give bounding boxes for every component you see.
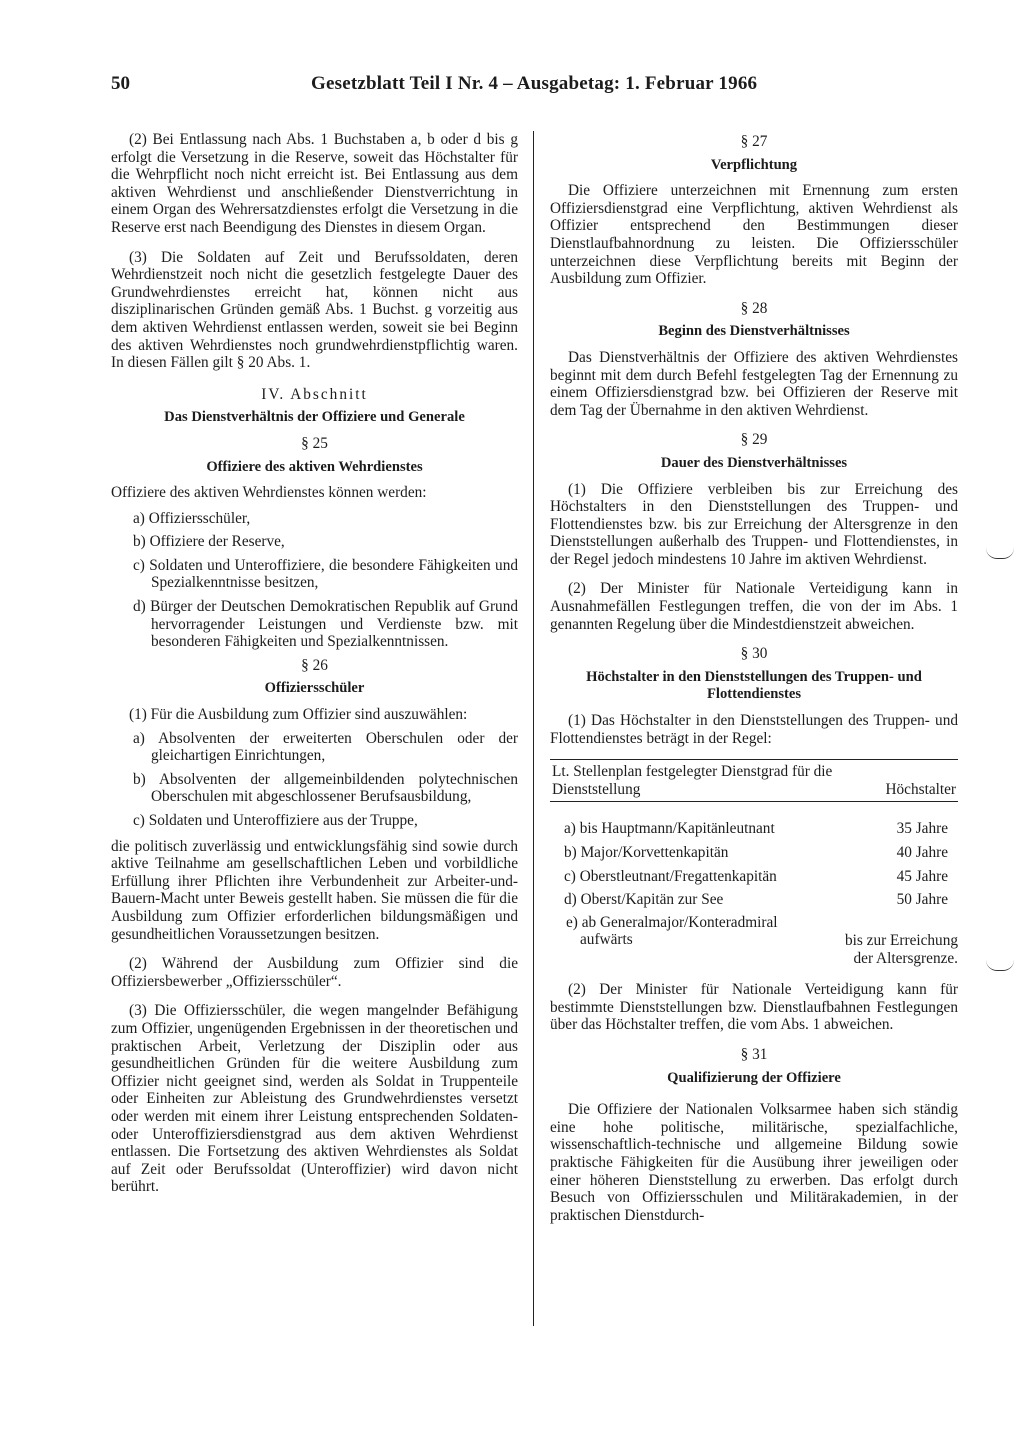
section-heading-abschnitt: IV. Abschnitt [261, 385, 368, 403]
section-31-text: Die Offiziere der Nationalen Volksarmee haben sich ständig eine hohe politische, militärische, spezialfachliche, wissenschaftlich-technische und allgemeine Bildung sowie praktische Fähigkeiten für die Ausübung ihrer jeweiligen oder einer höheren Dienststellung zu erwerben. Das erfolgt durch Besuch von Offiziersschulen und Militärakademien, in der praktischen Dienstdurch- [550, 1101, 958, 1224]
section-26-number: § 26 [301, 656, 328, 674]
table-cell-age-cont: der Altersgrenze. [853, 949, 958, 967]
list-item: b) Offiziere der Reserve, [133, 533, 285, 551]
section-28-number: § 28 [740, 299, 768, 317]
section-26-title: Offiziersschüler [264, 680, 365, 697]
page-header [111, 73, 761, 99]
right-column [550, 131, 958, 1236]
page-number: 50 [111, 73, 130, 94]
table-cell-rank: e) ab Generalmajor/Konteradmiral [566, 913, 778, 931]
section-29-paragraph-1: (1) Die Offiziere verbleiben bis zur Erreichung des Höchstalters in den Dienststellungen des Truppen- und Flottendienstes bzw. bis zur Erreichung der Altersgrenze in den Dienststellungen außerhalb des Truppen- und Flottendienstes, in der Regel jedoch mindestens 10 Jahre im aktiven Wehrdienst. [550, 480, 958, 568]
section-30-paragraph-2: (2) Der Minister für Nationale Verteidigung kann für bestimmte Dienststellungen bzw. Dienstlaufbahnen Festlegungen über das Höchstalter treffen, die vom Abs. 1 abweichen. [550, 981, 958, 1034]
table-cell-rank: c) Oberstleutnant/Fregattenkapitän [564, 867, 777, 885]
table-cell-rank: d) Oberst/Kapitän zur See [564, 891, 724, 909]
table-cell-age: 40 Jahre [896, 844, 948, 861]
section-30-number: § 30 [740, 645, 768, 663]
paragraph-entlassung-2: (2) Bei Entlassung nach Abs. 1 Buchstaben a, b oder d bis g erfolgt die Versetzung in die Reserve, soweit das Höchstalter für die Wehrpflicht noch nicht erreicht ist. Bei Entlassung aus dem aktiven Wehrdienst und anschließender Dienstverrichtung in einem Organ des Wehrersatzdienstes erfolgt die Versetzung in die Reserve erst nach Beendigung des Dienstes in diesem Organ. [111, 131, 518, 236]
table-row-generals [550, 914, 958, 967]
section-29-paragraph-2: (2) Der Minister für Nationale Verteidigung kann in Ausnahmefällen Festlegungen treffen, die von der im Abs. 1 genannten Regelung über die Mindestdienstzeit abweichen. [550, 580, 958, 633]
section-31-number: § 31 [740, 1045, 768, 1063]
table-header-hoechstalter: Höchstalter [885, 780, 956, 798]
table-cell-age: bis zur Erreichung [845, 931, 958, 949]
section-27-text: Die Offiziere unterzeichnen mit Ernennung zum ersten Offiziersdienstgrad eine Verpflichtung, aktiven Wehrdienst als Offizier entsprechend den Bestimmungen dieser Dienstlaufbahnordnung zu leisten. Die Offiziersschüler unterzeichnen diese Verpflichtung bereits mit Beginn der Ausbildung zum Offizier. [550, 182, 958, 288]
hoechstalter-table [550, 759, 958, 912]
header-title: Gesetzblatt Teil I Nr. 4 – Ausgabetag: 1. Februar 1966 [311, 73, 758, 94]
list-item: a) Offiziersschüler, [133, 509, 251, 527]
section-30-title: Höchstalter in den Dienststellungen des Truppen- und Flottendienstes [586, 668, 922, 703]
margin-mark [986, 548, 1014, 559]
section-28-text: Das Dienstverhältnis der Offiziere des aktiven Wehrdienstes beginnt mit dem durch Befehl festgelegten Tag der Ernennung zu einem Offiziersdienstgrad bzw. bei Offizieren der Reserve mit dem Tag der Übernahme in den aktiven Wehrdienst. [550, 348, 958, 419]
section-28-title: Beginn des Dienstverhältnisses [658, 323, 850, 340]
table-header-dienstgrad: Lt. Stellenplan festgelegter Dienstgrad für die Dienststellung [552, 763, 833, 798]
list-item: b) Absolventen der allgemeinbildenden polytechnischen Oberschulen mit abgeschlossener Berufsausbildung, [133, 770, 518, 806]
table-row [550, 841, 958, 865]
section-26-paragraph-3: (3) Die Offiziersschüler, die wegen mangelnder Befähigung zum Offizier, ungenügenden Ergebnissen in der theoretischen und praktischen Arbeit, Verletzung der Disziplin oder aus gesundheitlichen Gründen für die weitere Ausbildung zum Offizier nicht geeignet sind, werden als Soldat in Truppenteile oder Einheiten zur Ableistung des Grundwehrdienstes versetzt oder werden mit einem ihrer Leistung entsprechenden Soldaten- oder Unteroffiziersdienstgrad aus dem aktiven Wehrdienst entlassen. Die Fortsetzung des aktiven Wehrdienstes als Soldat auf Zeit oder Berufssoldat (Unteroffizier) wird davon nicht berührt. [111, 1002, 518, 1196]
column-divider [533, 131, 534, 1326]
paragraph-entlassung-3: (3) Die Soldaten auf Zeit und Berufssoldaten, deren Wehrdienstzeit noch nicht die gesetzlich festgelegte Dauer des Grundwehrdienstes erreicht hat, können nicht aus disziplinarischen Gründen gemäß Abs. 1 Buchst. g vorzeitig aus dem aktiven Wehrdienst entlassen werden, soweit sie bei Beginn des aktiven Wehrdienstes noch grundwehrdienstpflichtig waren. In diesen Fällen gilt § 20 Abs. 1. [111, 248, 518, 372]
section-30-paragraph-1: (1) Das Höchstalter in den Dienststellungen des Truppen- und Flottendienstes beträgt in der Regel: [550, 712, 958, 747]
section-25-number: § 25 [301, 434, 328, 452]
table-cell-rank: a) bis Hauptmann/Kapitänleutnant [564, 820, 775, 838]
abschnitt-title: Das Dienstverhältnis der Offiziere und Generale [164, 409, 465, 426]
list-item: d) Bürger der Deutschen Demokratischen Republik auf Grund hervorragender Leistungen und Verdienste bzw. mit besonderen Fähigkeiten und Spezialkenntnissen. [133, 598, 518, 651]
section-27-number: § 27 [740, 133, 768, 150]
section-29-title: Dauer des Dienstverhältnisses [660, 454, 848, 471]
section-26-continuation: die politisch zuverlässig und entwicklungsfähig sind sowie durch aktive Teilnahme am gesellschaftlichen Leben und vorbildliche Erfüllung ihrer Pflichten ihre Verbundenheit zur Arbeiter-und-Bauern-Macht unter Beweis gestellt haben. Sie müssen die für die Ausbildung zum Offizier erforderlichen bildungsmäßigen und gesundheitlichen Voraussetzungen besitzen. [111, 837, 518, 943]
table-cell-age: 50 Jahre [896, 891, 948, 909]
list-item: a) Absolventen der erweiterten Oberschulen oder der gleichartigen Einrichtungen, [133, 729, 518, 765]
section-25-title: Offiziere des aktiven Wehrdienstes [206, 458, 423, 475]
section-27-title: Verpflichtung [710, 156, 798, 173]
section-25-lead: Offiziere des aktiven Wehrdienstes können werden: [111, 484, 427, 502]
table-cell-rank: b) Major/Korvettenkapitän [564, 844, 729, 861]
section-29-number: § 29 [740, 431, 768, 449]
table-row [550, 888, 958, 912]
section-31-title: Qualifizierung der Offiziere [667, 1069, 841, 1086]
left-column [111, 131, 518, 1208]
table-row [550, 802, 958, 841]
list-item: c) Soldaten und Unteroffiziere, die besondere Fähigkeiten und Spezialkenntnisse besitzen, [133, 556, 518, 592]
list-item: c) Soldaten und Unteroffiziere aus der Truppe, [133, 812, 418, 829]
section-26-lead: (1) Für die Ausbildung zum Offizier sind auszuwählen: [129, 706, 468, 724]
table-cell-rank-cont: aufwärts [580, 931, 633, 949]
section-26-paragraph-2: (2) Während der Ausbildung zum Offizier sind die Offiziersbewerber „Offiziersschüler“. [111, 955, 518, 990]
table-cell-age: 35 Jahre [896, 820, 948, 838]
table-cell-age: 45 Jahre [896, 867, 948, 885]
table-row [550, 865, 958, 889]
margin-mark [986, 960, 1014, 971]
